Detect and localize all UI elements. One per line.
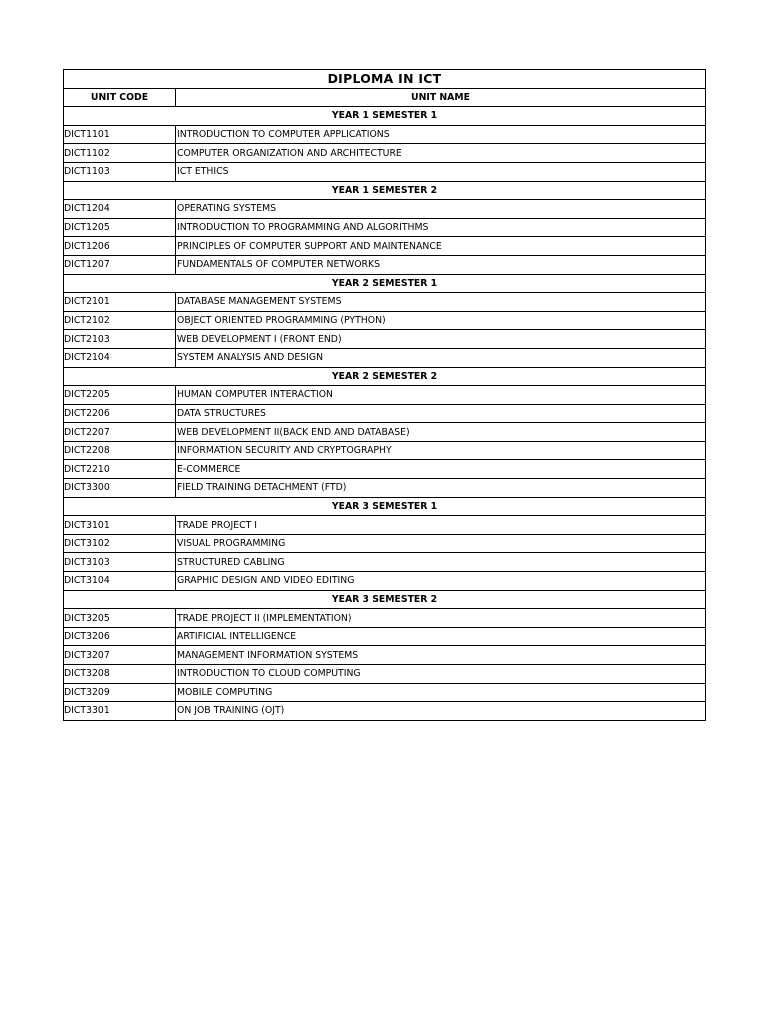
unit-code: DICT3101 — [64, 516, 176, 535]
unit-name: OBJECT ORIENTED PROGRAMMING (PYTHON) — [176, 311, 706, 330]
table-row — [64, 702, 706, 721]
unit-code: DICT2103 — [64, 330, 176, 349]
unit-code: DICT2101 — [64, 293, 176, 312]
unit-name: TRADE PROJECT I — [176, 516, 706, 535]
unit-code: DICT2206 — [64, 404, 176, 423]
table-row — [64, 404, 706, 423]
header-row — [64, 88, 706, 107]
table-row — [64, 125, 706, 144]
semester-row — [64, 274, 706, 293]
unit-code: DICT3103 — [64, 553, 176, 572]
unit-code: DICT3102 — [64, 534, 176, 553]
unit-name: DATA STRUCTURES — [176, 404, 706, 423]
unit-code: DICT1102 — [64, 144, 176, 163]
unit-code: DICT1103 — [64, 162, 176, 181]
semester-heading: YEAR 2 SEMESTER 1 — [64, 274, 706, 293]
unit-code: DICT2104 — [64, 348, 176, 367]
unit-name: STRUCTURED CABLING — [176, 553, 706, 572]
unit-name: FUNDAMENTALS OF COMPUTER NETWORKS — [176, 255, 706, 274]
table-row — [64, 311, 706, 330]
table-row — [64, 460, 706, 479]
unit-code: DICT2208 — [64, 441, 176, 460]
unit-code: DICT2102 — [64, 311, 176, 330]
semester-heading: YEAR 1 SEMESTER 1 — [64, 107, 706, 126]
unit-code: DICT3300 — [64, 479, 176, 498]
semester-row — [64, 590, 706, 609]
document-title: DIPLOMA IN ICT — [64, 70, 706, 89]
semester-heading: YEAR 2 SEMESTER 2 — [64, 367, 706, 386]
table-row — [64, 441, 706, 460]
table-row — [64, 683, 706, 702]
unit-name: MANAGEMENT INFORMATION SYSTEMS — [176, 646, 706, 665]
unit-name: DATABASE MANAGEMENT SYSTEMS — [176, 293, 706, 312]
unit-code: DICT3207 — [64, 646, 176, 665]
semester-row — [64, 367, 706, 386]
table-row — [64, 665, 706, 684]
unit-code: DICT1101 — [64, 125, 176, 144]
unit-name: COMPUTER ORGANIZATION AND ARCHITECTURE — [176, 144, 706, 163]
table-row — [64, 218, 706, 237]
unit-name: SYSTEM ANALYSIS AND DESIGN — [176, 348, 706, 367]
unit-name: WEB DEVELOPMENT I (FRONT END) — [176, 330, 706, 349]
table-row — [64, 237, 706, 256]
table-row — [64, 162, 706, 181]
title-row — [64, 70, 706, 89]
unit-code: DICT3301 — [64, 702, 176, 721]
semester-row — [64, 181, 706, 200]
unit-table-body — [64, 70, 706, 721]
unit-name: WEB DEVELOPMENT II(BACK END AND DATABASE) — [176, 423, 706, 442]
table-row — [64, 200, 706, 219]
unit-code-header: UNIT CODE — [64, 88, 176, 107]
unit-name: INTRODUCTION TO CLOUD COMPUTING — [176, 665, 706, 684]
unit-name: PRINCIPLES OF COMPUTER SUPPORT AND MAINTENANCE — [176, 237, 706, 256]
unit-name: INTRODUCTION TO COMPUTER APPLICATIONS — [176, 125, 706, 144]
unit-code: DICT3104 — [64, 572, 176, 591]
unit-code: DICT1207 — [64, 255, 176, 274]
unit-name-header: UNIT NAME — [176, 88, 706, 107]
unit-name: INTRODUCTION TO PROGRAMMING AND ALGORITHMS — [176, 218, 706, 237]
table-row — [64, 423, 706, 442]
unit-name: MOBILE COMPUTING — [176, 683, 706, 702]
table-row — [64, 386, 706, 405]
unit-code: DICT1206 — [64, 237, 176, 256]
table-row — [64, 553, 706, 572]
unit-name: OPERATING SYSTEMS — [176, 200, 706, 219]
table-row — [64, 534, 706, 553]
table-row — [64, 293, 706, 312]
table-row — [64, 646, 706, 665]
table-row — [64, 572, 706, 591]
table-row — [64, 516, 706, 535]
unit-table — [63, 69, 706, 721]
table-row — [64, 255, 706, 274]
unit-name: VISUAL PROGRAMMING — [176, 534, 706, 553]
unit-name: E-COMMERCE — [176, 460, 706, 479]
unit-name: GRAPHIC DESIGN AND VIDEO EDITING — [176, 572, 706, 591]
table-row — [64, 479, 706, 498]
table-row — [64, 627, 706, 646]
semester-heading: YEAR 3 SEMESTER 2 — [64, 590, 706, 609]
semester-heading: YEAR 1 SEMESTER 2 — [64, 181, 706, 200]
unit-name: TRADE PROJECT II (IMPLEMENTATION) — [176, 609, 706, 628]
unit-name: ICT ETHICS — [176, 162, 706, 181]
unit-code: DICT1205 — [64, 218, 176, 237]
unit-code: DICT2210 — [64, 460, 176, 479]
table-row — [64, 330, 706, 349]
semester-row — [64, 497, 706, 516]
table-row — [64, 144, 706, 163]
table-row — [64, 348, 706, 367]
unit-name: FIELD TRAINING DETACHMENT (FTD) — [176, 479, 706, 498]
unit-code: DICT2205 — [64, 386, 176, 405]
unit-code: DICT3208 — [64, 665, 176, 684]
table-row — [64, 609, 706, 628]
unit-code: DICT3209 — [64, 683, 176, 702]
unit-code: DICT3205 — [64, 609, 176, 628]
unit-name: ON JOB TRAINING (OJT) — [176, 702, 706, 721]
unit-name: INFORMATION SECURITY AND CRYPTOGRAPHY — [176, 441, 706, 460]
unit-code: DICT3206 — [64, 627, 176, 646]
semester-row — [64, 107, 706, 126]
unit-name: HUMAN COMPUTER INTERACTION — [176, 386, 706, 405]
unit-code: DICT2207 — [64, 423, 176, 442]
semester-heading: YEAR 3 SEMESTER 1 — [64, 497, 706, 516]
unit-name: ARTIFICIAL INTELLIGENCE — [176, 627, 706, 646]
unit-code: DICT1204 — [64, 200, 176, 219]
